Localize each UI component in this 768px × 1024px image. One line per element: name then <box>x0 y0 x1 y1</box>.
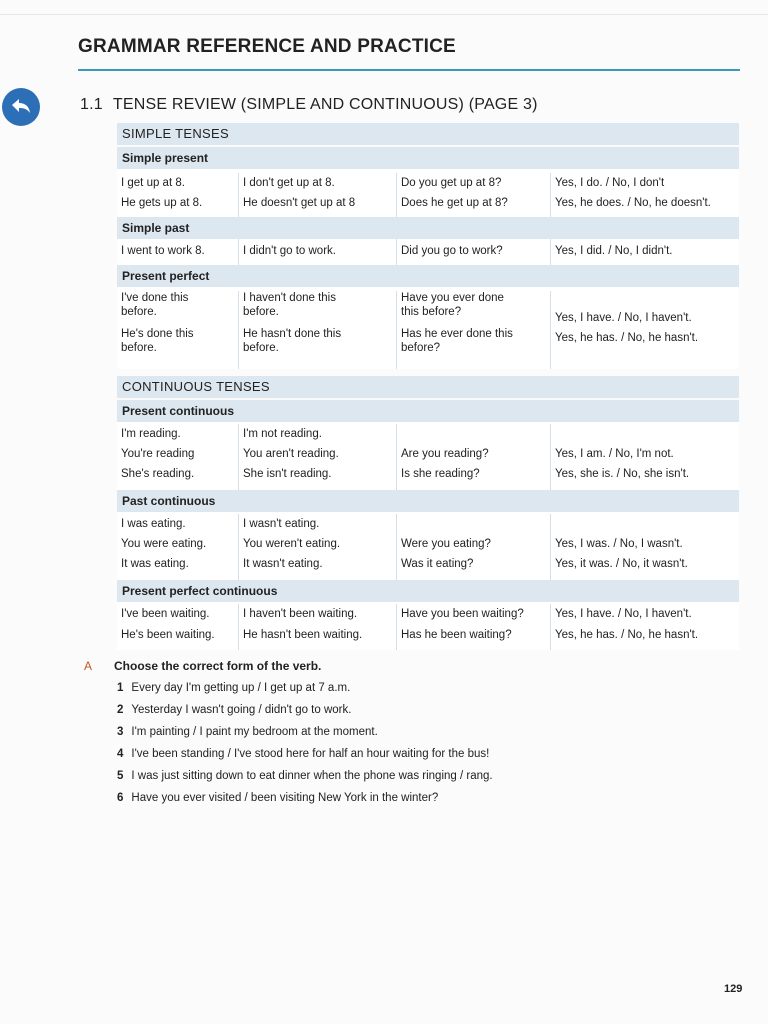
cell-line: I'm reading. <box>121 428 181 440</box>
exercise-instruction <box>84 659 321 673</box>
negative-cell <box>239 291 397 369</box>
back-arrow-icon <box>9 96 33 118</box>
cell-line: He's done this <box>121 328 194 340</box>
question-cell: Did you go to work? <box>397 239 551 265</box>
question-cell <box>397 291 551 369</box>
negative-cell: I didn't go to work. <box>239 239 397 265</box>
cell-line: It was eating. <box>121 558 189 570</box>
item-number: 1 <box>117 682 124 694</box>
cell-line: Have you been waiting? <box>401 608 524 620</box>
cell-line: He hasn't done this <box>243 328 342 340</box>
question-cell <box>397 604 551 650</box>
page-number: 129 <box>724 983 743 995</box>
item-text: Yesterday I wasn't going / didn't go to work. <box>131 704 352 716</box>
short-answer-cell <box>551 424 739 490</box>
cell-line: I'm not reading. <box>243 428 322 440</box>
cell-line: She isn't reading. <box>243 468 332 480</box>
negative-cell <box>239 514 397 580</box>
affirmative-cell: I went to work 8. <box>117 239 239 265</box>
item-number: 2 <box>117 704 124 716</box>
cell-line: this before? <box>401 306 462 318</box>
tense-label: Simple present <box>117 147 739 169</box>
cell-line: You weren't eating. <box>243 538 341 550</box>
section-number: 1.1 <box>80 96 103 113</box>
exercise-letter: A <box>84 659 93 673</box>
affirmative-cell <box>117 291 239 369</box>
cell-line: You're reading <box>121 448 195 460</box>
top-divider <box>0 14 768 15</box>
cell-line: He doesn't get up at 8 <box>243 197 356 209</box>
cell-line: It wasn't eating. <box>243 558 323 570</box>
table-row <box>117 287 739 369</box>
cell-line <box>555 291 735 305</box>
cell-line: Has he ever done this <box>401 328 513 340</box>
section-heading <box>80 96 538 114</box>
item-text: I've been standing / I've stood here for half an hour waiting for the bus! <box>131 748 490 760</box>
negative-cell <box>239 173 397 217</box>
cell-line: Yes, I have. / No, I haven't. <box>555 608 692 620</box>
cell-line: Does he get up at 8? <box>401 197 508 209</box>
affirmative-cell <box>117 173 239 217</box>
question-cell <box>397 173 551 217</box>
exercise-item <box>117 748 489 760</box>
cell-line <box>401 424 546 444</box>
cell-line: You aren't reading. <box>243 448 339 460</box>
section-title: TENSE REVIEW (SIMPLE AND CONTINUOUS) (PAGE 3) <box>112 96 538 113</box>
cell-line: I was eating. <box>121 518 186 530</box>
cell-line: Was it eating? <box>401 558 474 570</box>
cell-line: Yes, he has. / No, he hasn't. <box>555 629 699 641</box>
continuous-tenses-table <box>117 376 739 650</box>
table-row <box>117 422 739 490</box>
cell-line <box>401 514 546 534</box>
short-answer-cell <box>551 514 739 580</box>
cell-line: Yes, he has. / No, he hasn't. <box>555 332 699 344</box>
negative-cell <box>239 604 397 650</box>
cell-line: Yes, it was. / No, it wasn't. <box>555 558 688 570</box>
cell-line: I've done this <box>121 292 189 304</box>
cell-line: He gets up at 8. <box>121 197 203 209</box>
tense-label: Present continuous <box>117 400 739 422</box>
title-rule <box>78 69 740 71</box>
table-heading: CONTINUOUS TENSES <box>117 376 739 398</box>
cell-line <box>555 424 735 444</box>
cell-line: She's reading. <box>121 468 195 480</box>
item-text: I was just sitting down to eat dinner when the phone was ringing / rang. <box>131 770 493 782</box>
cell-line: Has he been waiting? <box>401 629 512 641</box>
cell-line <box>555 345 735 359</box>
negative-cell <box>239 424 397 490</box>
cell-line: before. <box>243 306 279 318</box>
cell-line: Yes, I was. / No, I wasn't. <box>555 538 683 550</box>
tense-label: Past continuous <box>117 490 739 512</box>
cell-line: I've been waiting. <box>121 608 210 620</box>
item-number: 4 <box>117 748 124 760</box>
cell-line <box>555 514 735 534</box>
item-number: 3 <box>117 726 124 738</box>
exercise-item <box>117 770 493 782</box>
simple-tenses-table <box>117 123 739 369</box>
question-cell <box>397 514 551 580</box>
affirmative-cell <box>117 514 239 580</box>
cell-line: I haven't been waiting. <box>243 608 358 620</box>
cell-line: Is she reading? <box>401 468 480 480</box>
table-row <box>117 512 739 580</box>
exercise-item <box>117 682 350 694</box>
cell-line: You were eating. <box>121 538 207 550</box>
cell-line: before. <box>243 342 279 354</box>
cell-line: Yes, I am. / No, I'm not. <box>555 448 674 460</box>
affirmative-cell <box>117 604 239 650</box>
item-text: Every day I'm getting up / I get up at 7 a.m. <box>131 682 351 694</box>
item-number: 5 <box>117 770 124 782</box>
cell-line: He's been waiting. <box>121 629 215 641</box>
item-text: Have you ever visited / been visiting New York in the winter? <box>131 792 439 804</box>
cell-line: Do you get up at 8? <box>401 177 502 189</box>
affirmative-cell <box>117 424 239 490</box>
instruction-text: Choose the correct form of the verb. <box>114 659 322 673</box>
cell-line: I don't get up at 8. <box>243 177 335 189</box>
cell-line: Yes, he does. / No, he doesn't. <box>555 197 711 209</box>
cell-line: I haven't done this <box>243 292 336 304</box>
cell-line: Yes, I have. / No, I haven't. <box>555 312 692 324</box>
exercise-item <box>117 726 378 738</box>
cell-line: before. <box>121 306 157 318</box>
exercise-item <box>117 704 351 716</box>
question-cell <box>397 424 551 490</box>
back-button[interactable] <box>2 88 40 126</box>
table-row <box>117 169 739 217</box>
short-answer-cell <box>551 173 739 217</box>
cell-line: I wasn't eating. <box>243 518 320 530</box>
exercise-item <box>117 792 438 804</box>
cell-line: Yes, she is. / No, she isn't. <box>555 468 690 480</box>
item-number: 6 <box>117 792 124 804</box>
item-text: I'm painting / I paint my bedroom at the moment. <box>131 726 378 738</box>
short-answer-cell <box>551 291 739 369</box>
table-row <box>117 239 739 265</box>
page-title: GRAMMAR REFERENCE AND PRACTICE <box>78 36 456 57</box>
tense-label: Present perfect <box>117 265 739 287</box>
tense-label: Simple past <box>117 217 739 239</box>
cell-line: before? <box>401 342 441 354</box>
cell-line: Have you ever done <box>401 292 504 304</box>
cell-line: Were you eating? <box>401 538 491 550</box>
cell-line: Are you reading? <box>401 448 489 460</box>
short-answer-cell <box>551 604 739 650</box>
cell-line: Yes, I do. / No, I don't <box>555 177 665 189</box>
tense-label: Present perfect continuous <box>117 580 739 602</box>
cell-line: He hasn't been waiting. <box>243 629 363 641</box>
cell-line: I get up at 8. <box>121 177 185 189</box>
table-row <box>117 602 739 650</box>
table-heading: SIMPLE TENSES <box>117 123 739 145</box>
cell-line: before. <box>121 342 157 354</box>
short-answer-cell: Yes, I did. / No, I didn't. <box>555 245 673 257</box>
